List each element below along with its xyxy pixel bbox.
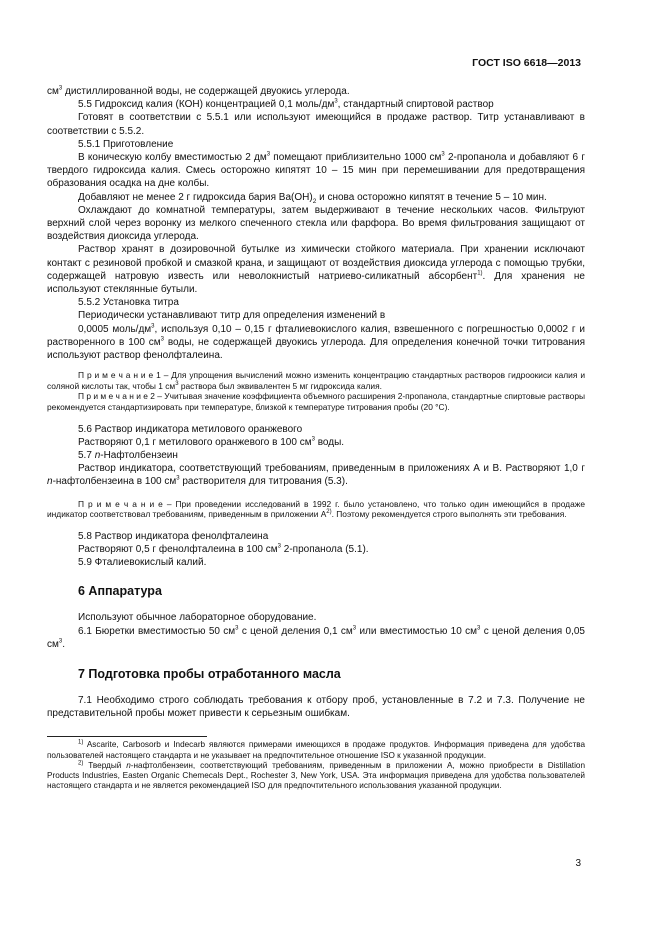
note-3: П р и м е ч а н и е – При проведении исследований в 1992 г. было установлено, что только один имеющийся в продаже индикатор соответствовал требованиям, приведенным в приложении $А^{2)}$. Поэтому рекомендуется строго выполнять эти требования. <box>47 498 585 520</box>
heading-section-6: 6 Аппаратура <box>78 584 162 599</box>
paragraph-cooling: Охлаждают до комнатной температуры, затем выдерживают в течение нескольких часов. Фильтруют верхний слой через воронку из мелкого спеченного стекла или фарфора. Во время фильтрования защищают от воздействия диоксида углерода. <box>47 204 585 243</box>
paragraph-flask: В коническую колбу вместимостью 2 $дм^3$ помещают приблизительно 1000 $см^3$ 2-пропанола и добавляют 6 г твердого гидроксида калия. Смесь осторожно кипятят 10 – 15 мин при перемешивании для предотвращения образования осадка на дне колбы. <box>47 151 585 190</box>
heading-section-7: 7 Подготовка пробы отработанного масла <box>78 667 341 682</box>
paragraph-naphtholbenzein: Раствор индикатора, соответствующий требованиям, приведенным в приложениях А и В. Растворяют 1,0 г n-нафтолбензеина в 100 $см^3$ растворителя для титрования (5.3). <box>47 463 585 488</box>
paragraph-titer: Периодически устанавливают титр для определения изменений в <box>78 310 386 322</box>
section-5-6-title: 5.6 Раствор индикатора метилового оранжевого <box>78 423 303 435</box>
note-2: П р и м е ч а н и е 2 – Учитывая значение коэффициента объемного расширения 2-пропанола, стандартные спиртовые растворы рекомендуется стандартизировать при температуре, близкой к температуре титрования пробы (20 °С). <box>47 391 585 413</box>
paragraph-storage: Раствор хранят в дозировочной бутылке из химически стойкого материала. При хранении исключают контакт с резиновой пробкой и смазкой крана, и защищают от воздействия диоксида углерода с помощью трубки, содержащей натровую известь или неволокнистый натриево-силикатный абсорбент$^{1)}$. Для хранения не используют стеклянные бутыли. <box>47 244 585 296</box>
footnote-rule <box>47 736 207 737</box>
section-5-7-title: 5.7 n-Нафтолбензеин <box>78 450 178 462</box>
paragraph-methyl-orange: Растворяют 0,1 г метилового оранжевого в 100 $см^3$ воды. <box>78 436 345 448</box>
footnote-1: $^{1)}$ Ascarite, Carbosorb и Indecarb являются примерами имеющихся в продаже продуктов. Информация приведена для удобства пользователей настоящего стандарта и не указывает на предпочтительное отношение ISO к указанной продукции. <box>47 739 585 760</box>
paragraph-preparation-ref: Готовят в соответствии с 5.5.1 или используют имеющийся в продаже раствор. Титр устанавливают в соответствии с 5.5.2. <box>47 112 585 137</box>
section-5-5-2-title: 5.5.2 Установка титра <box>78 297 179 309</box>
footnote-2: $^{2)}$ Твердый n-нафтолбензеин, соответствующий требованиям, приведенным в приложении А, можно приобрести в Distillation Products Industries, Easten Organic Chemecals Dept., Rochester 3, New York, USA. Эта информация приведена для удобства пользователей настоящего стандарта и не является рекомендацией ISO для предпочтительного использования указанной продукции. <box>47 760 586 791</box>
section-5-9-title: 5.9 Фталиевокислый калий. <box>78 557 207 569</box>
page-content <box>47 85 585 791</box>
paragraph-equipment: Используют обычное лабораторное оборудование. <box>78 612 317 624</box>
note-1: П р и м е ч а н и е 1 – Для упрощения вычислений можно изменить концентрацию стандартных растворов гидроокиси калия и соляной кислоты так, чтобы 1 $см^3$ раствора был эквивалентен 5 мг гидроксида калия. <box>47 370 585 391</box>
standard-header: ГОСТ ISO 6618—2013 <box>472 57 581 69</box>
paragraph-burettes: 6.1 Бюретки вместимостью 50 $см^3$ с ценой деления 0,1 $см^3$ или вместимостью 10 $см^3$ с ценой деления 0,05 $см^3$. <box>47 625 585 650</box>
section-5-5-title: 5.5 Гидроксид калия (КОН) концентрацией 0,1 моль/$дм^3$, стандартный спиртовой раствор <box>78 98 494 111</box>
section-5-8-title: 5.8 Раствор индикатора фенолфталеина <box>78 530 269 542</box>
page-number: 3 <box>575 858 581 869</box>
paragraph-phthalate: 0,0005 моль/$дм^3$, используя 0,10 – 0,15 г фталиевокислого калия, взвешенного с погрешностью 0,0002 г и растворенного в 100 $см^3$ воды, не содержащей двуокись углерода. Для определения конечной точки титрования используют раствор фенолфталеина. <box>47 323 586 362</box>
paragraph-phenolphthalein: Растворяют 0,5 г фенолфталеина в 100 $см^3$ 2-пропанола (5.1). <box>78 543 369 556</box>
paragraph-sampling: 7.1 Необходимо строго соблюдать требования к отбору проб, установленные в 7.2 и 7.3. Получение не представительной пробы может привести к серьезным ошибкам. <box>47 695 585 720</box>
paragraph-barium: Добавляют не менее 2 г гидроксида бария $Ba(OH)_2$ и снова осторожно кипятят в течение 5 – 10 мин. <box>78 191 547 205</box>
paragraph-water: $см^3$ дистиллированной воды, не содержащей двуокись углерода. <box>47 85 350 97</box>
section-5-5-1-title: 5.5.1 Приготовление <box>78 138 174 150</box>
